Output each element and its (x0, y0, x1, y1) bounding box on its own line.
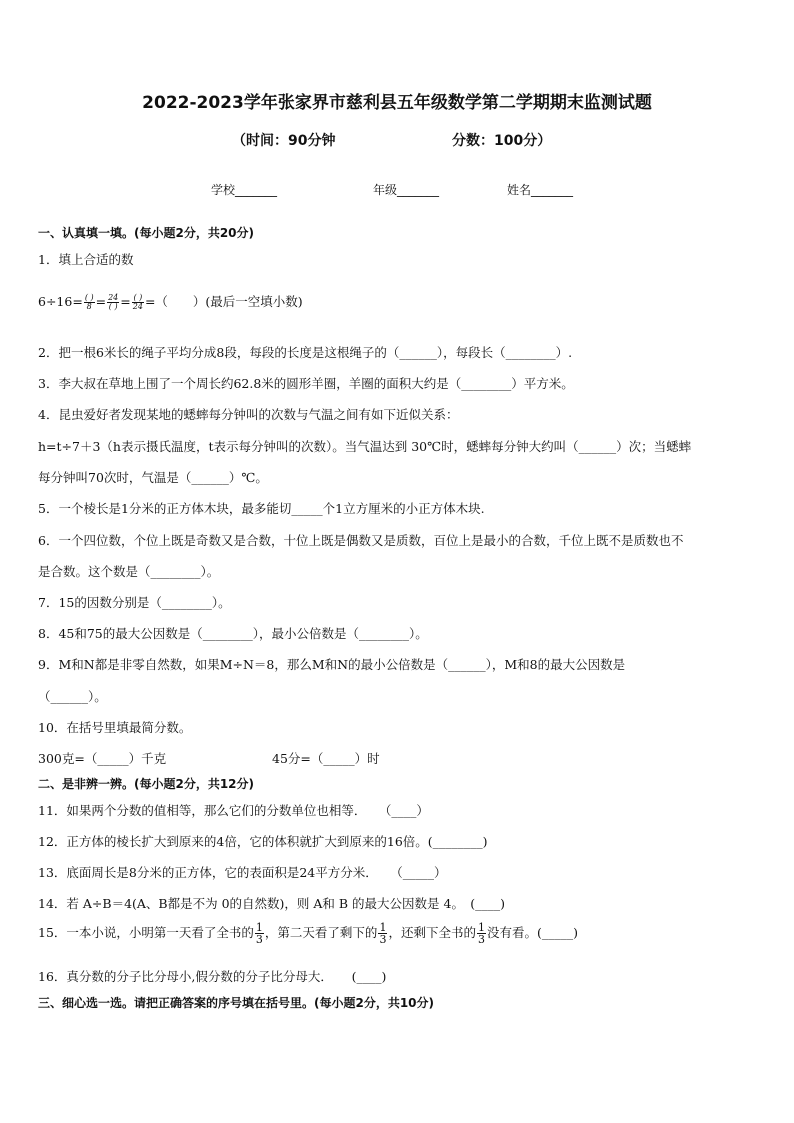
question-14: 14．若 A÷B＝4(A、B都是不为 0的自然数)，则 A和 B 的最大公因数是 4。 (____) (38, 896, 505, 911)
exam-time: （时间：90分钟 (232, 133, 336, 149)
question-4-line-2: h=t÷7＋3（h表示摄氏温度，t表示每分钟叫的次数）。当气温达到 30℃时，蟋蟀每分钟大约叫（______）次；当蟋蟀 (38, 439, 692, 454)
question-10-part-a: 300克=（_____）千克 (38, 751, 167, 766)
q15-part-d: 没有看。(_____) (486, 925, 578, 940)
question-1-equation (38, 292, 303, 311)
name-field: 姓名_______ (507, 183, 574, 197)
question-3: 3．李大叔在草地上围了一个周长约62.8米的圆形羊圈，羊圈的面积大约是（________）平方米。 (38, 376, 574, 391)
question-6-line-1: 6．一个四位数，个位上既是奇数又是合数，十位上既是偶数又是质数，百位上是最小的合数，千位上既不是质数也不 (38, 533, 684, 548)
fraction-one-third: $\frac{1}{3}$ (379, 921, 387, 946)
question-1-title: 1．填上合适的数 (38, 252, 134, 267)
question-16: 16．真分数的分子比分母小,假分数的分子比分母大． (____) (38, 969, 387, 984)
equals-sign: = (120, 294, 131, 309)
question-9-line-2: （______）。 (38, 689, 107, 704)
school-field: 学校_______ (211, 183, 278, 197)
question-9-line-1: 9．M和N都是非零自然数，如果M÷N＝8，那么M和N的最小公倍数是（______），M和8的最大公因数是 (38, 657, 626, 672)
page-title: 2022-2023学年张家界市慈利县五年级数学第二学期期末监测试题 (142, 93, 652, 113)
question-10-title: 10．在括号里填最简分数。 (38, 720, 192, 735)
fraction-one-third: $\frac{1}{3}$ (255, 921, 263, 946)
question-7: 7．15的因数分别是（________）。 (38, 595, 231, 610)
question-11: 11．如果两个分数的值相等，那么它们的分数单位也相等． （____） (38, 803, 429, 818)
fraction-one-third: $\frac{1}{3}$ (477, 921, 485, 946)
question-6-line-2: 是合数。这个数是（________）。 (38, 564, 220, 579)
fraction-blank-over-8: $\frac{( )}{8}$ (84, 293, 94, 311)
q15-part-b: ，第二天看了剩下的 (264, 925, 378, 940)
question-10-part-b: 45分=（_____）时 (272, 751, 380, 766)
question-2: 2．把一根6米长的绳子平均分成8段，每段的长度是这根绳子的（______），每段长（________）. (38, 345, 573, 360)
section-1-heading: 一、认真填一填。(每小题2分，共20分) (38, 226, 255, 240)
grade-field: 年级_______ (373, 183, 440, 197)
question-13: 13．底面周长是8分米的正方体，它的表面积是24平方分米． （_____） (38, 865, 447, 880)
question-15 (38, 922, 578, 945)
question-8: 8．45和75的最大公因数是（________），最小公倍数是（________）。 (38, 626, 428, 641)
section-2-heading: 二、是非辨一辨。(每小题2分，共12分) (38, 777, 255, 791)
question-12: 12．正方体的棱长扩大到原来的4倍，它的体积就扩大到原来的16倍。(________) (38, 834, 488, 849)
equation-prefix: 6÷16= (38, 294, 83, 309)
equation-tail: =（ ）(最后一空填小数) (144, 294, 303, 309)
section-3-heading: 三、细心选一选。请把正确答案的序号填在括号里。(每小题2分，共10分) (38, 996, 435, 1010)
question-5: 5．一个棱长是1分米的正方体木块，最多能切_____个1立方厘米的小正方体木块. (38, 501, 485, 516)
equals-sign: = (95, 294, 107, 309)
q15-part-a: 15．一本小说，小明第一天看了全书的 (38, 925, 254, 940)
fraction-24-over-blank: $\frac{24}{( )}$ (108, 293, 119, 311)
q15-part-c: ，还剩下全书的 (388, 925, 476, 940)
exam-score: 分数：100分） (452, 133, 552, 149)
fraction-blank-over-24: $\frac{( )}{24}$ (132, 293, 143, 311)
question-4-line-1: 4．昆虫爱好者发现某地的蟋蟀每分钟叫的次数与气温之间有如下近似关系： (38, 407, 459, 422)
question-4-line-3: 每分钟叫70次时，气温是（______）℃。 (38, 470, 268, 485)
